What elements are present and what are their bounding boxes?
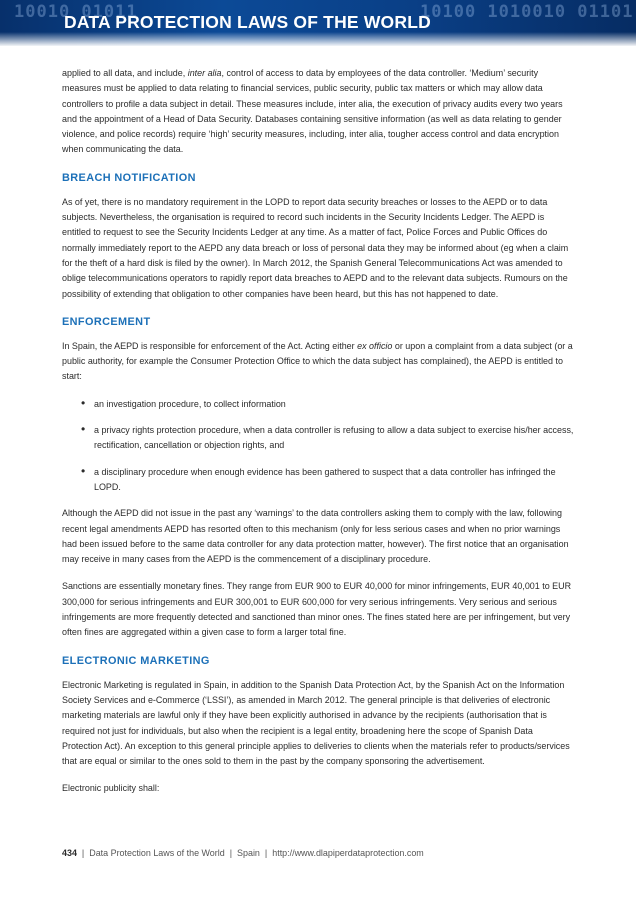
- page-content: [62, 66, 574, 809]
- list-item: [62, 423, 574, 454]
- list-item: [62, 397, 574, 412]
- enforcement-paragraph-1: [62, 339, 574, 385]
- list-item-text: a disciplinary procedure when enough evidence has been gathered to suspect that a data controller has infringed the LOPD.: [94, 466, 556, 492]
- enforcement-text-1: In Spain, the AEPD is responsible for enforcement of the Act. Acting either: [62, 340, 358, 351]
- bullet-icon: •: [81, 395, 86, 410]
- electronic-marketing-paragraph-2: Electronic publicity shall:: [62, 783, 160, 794]
- footer-url[interactable]: http://www.dlapiperdataprotection.com: [272, 848, 424, 858]
- breach-notification-heading: BREACH NOTIFICATION: [62, 171, 196, 184]
- page-footer: [62, 848, 424, 858]
- breach-notification-paragraph: As of yet, there is no mandatory requirement in the LOPD to report data security breaches or losses to the AEPD or to data subjects. Nevertheless, the organisation is required to record such incidents in the Security Incidents Ledger. The AEPD is entitled to request to see the Security Incidents Ledger at any time. As a matter of fact, Police Forces and Public Offices do normally immediately report to the AEPD any data breach or loss of personal data they may be informed about (eg when a claim for the theft of a hard disk is filed by the owner). In March 2012, the Spanish General Telecommunications Act was amended to oblige telecommunications operators to rapidly report data breaches to AEPD and to the relevant data subjects. Rumours on the possibility of extending that obligation to other companies have been heard, but this has not happened to date.: [62, 196, 569, 299]
- header-title: DATA PROTECTION LAWS OF THE WORLD: [64, 12, 431, 32]
- bullet-icon: •: [81, 422, 86, 437]
- intro-emphasis: inter alia: [187, 68, 222, 78]
- list-item-text: a privacy rights protection procedure, when a data controller is refusing to allow a data subject to exercise his/her access, rectification, cancellation or objection rights, and: [94, 425, 574, 451]
- intro-text-2: , control of access to data by employees of the data controller. ‘Medium’ security measures must be applied to data relating to financial services, public security, public tax matters or which may allow data controllers to profile a data subject in detail. These measures include, inter alia, the execution of privacy audits every two years and the appointment of a Head of Data Security. Databases containing sensitive information (as well as data relating to gender violence, and police records) require ‘high’ security measures, including, inter alia, tougher access control and data encryption when communicating the data.: [62, 68, 563, 155]
- enforcement-paragraph-2: Although the AEPD did not issue in the past any ‘warnings’ to the data controllers asking them to comply with the law, following recent legal amendments AEPD has resorted often to this mechanism (only for less serious cases and when no prior warnings had been issued before to the same data controller for any data protection matter, however). The first notice that an organisation may receive in many cases from the AEPD is the commencement of a disciplinary procedure.: [62, 508, 569, 565]
- list-item-text: an investigation procedure, to collect information: [94, 398, 286, 409]
- intro-text-1: applied to all data, and include,: [62, 68, 188, 78]
- footer-country: Spain: [237, 848, 260, 858]
- footer-separator: |: [229, 848, 233, 858]
- bullet-icon: •: [81, 463, 86, 478]
- footer-separator: |: [81, 848, 85, 858]
- electronic-marketing-paragraph-1: Electronic Marketing is regulated in Spain, in addition to the Spanish Data Protection Act, by the Spanish Act on the Information Society Services and e-Commerce (‘LSSI’), as amended in March 2012. The general principle is that deliveries of electronic marketing materials are lawful only if they have been explicitly authorised in advance by the recipients (authorisation that is required not just for individuals, but also when the recipient is a legal entity, broadening here the scope of Spanish Data Protection Act). An exception to this general principle applies to deliveries to clients when the materials refer to products/services that are equal or similar to the ones sold to them in the past by the company sponsoring the advertisement.: [62, 679, 570, 767]
- header-banner: [0, 0, 636, 46]
- enforcement-emphasis: ex officio: [357, 340, 393, 351]
- enforcement-text-2: or upon a complaint from a data subject (or a public authority, for example the Consumer Protection Office to which the data subject has complained), the AEPD is entitled to start:: [62, 340, 573, 382]
- page-number: 434: [62, 848, 77, 858]
- enforcement-heading: ENFORCEMENT: [62, 315, 151, 328]
- list-item: [62, 465, 574, 496]
- footer-separator: |: [264, 848, 268, 858]
- header-binary-decoration-left: 10010 01011: [14, 2, 138, 22]
- electronic-marketing-heading: ELECTRONIC MARKETING: [62, 654, 210, 667]
- header-binary-decoration-right: 10100 1010010 01101: [420, 2, 634, 22]
- enforcement-procedure-list: [62, 397, 574, 495]
- intro-paragraph: [62, 66, 574, 158]
- enforcement-paragraph-3: Sanctions are essentially monetary fines. They range from EUR 900 to EUR 40,000 for minor infringements, EUR 40,001 to EUR 300,000 for serious infringements and EUR 300,001 to EUR 600,000 for very serious infringements. Very serious and serious infringements are more frequently detected and sanctioned than minor ones. The fines stated here are per infringement, but very often fines are aggregated within a given case to form a larger total fine.: [62, 581, 572, 638]
- footer-publication: Data Protection Laws of the World: [89, 848, 225, 858]
